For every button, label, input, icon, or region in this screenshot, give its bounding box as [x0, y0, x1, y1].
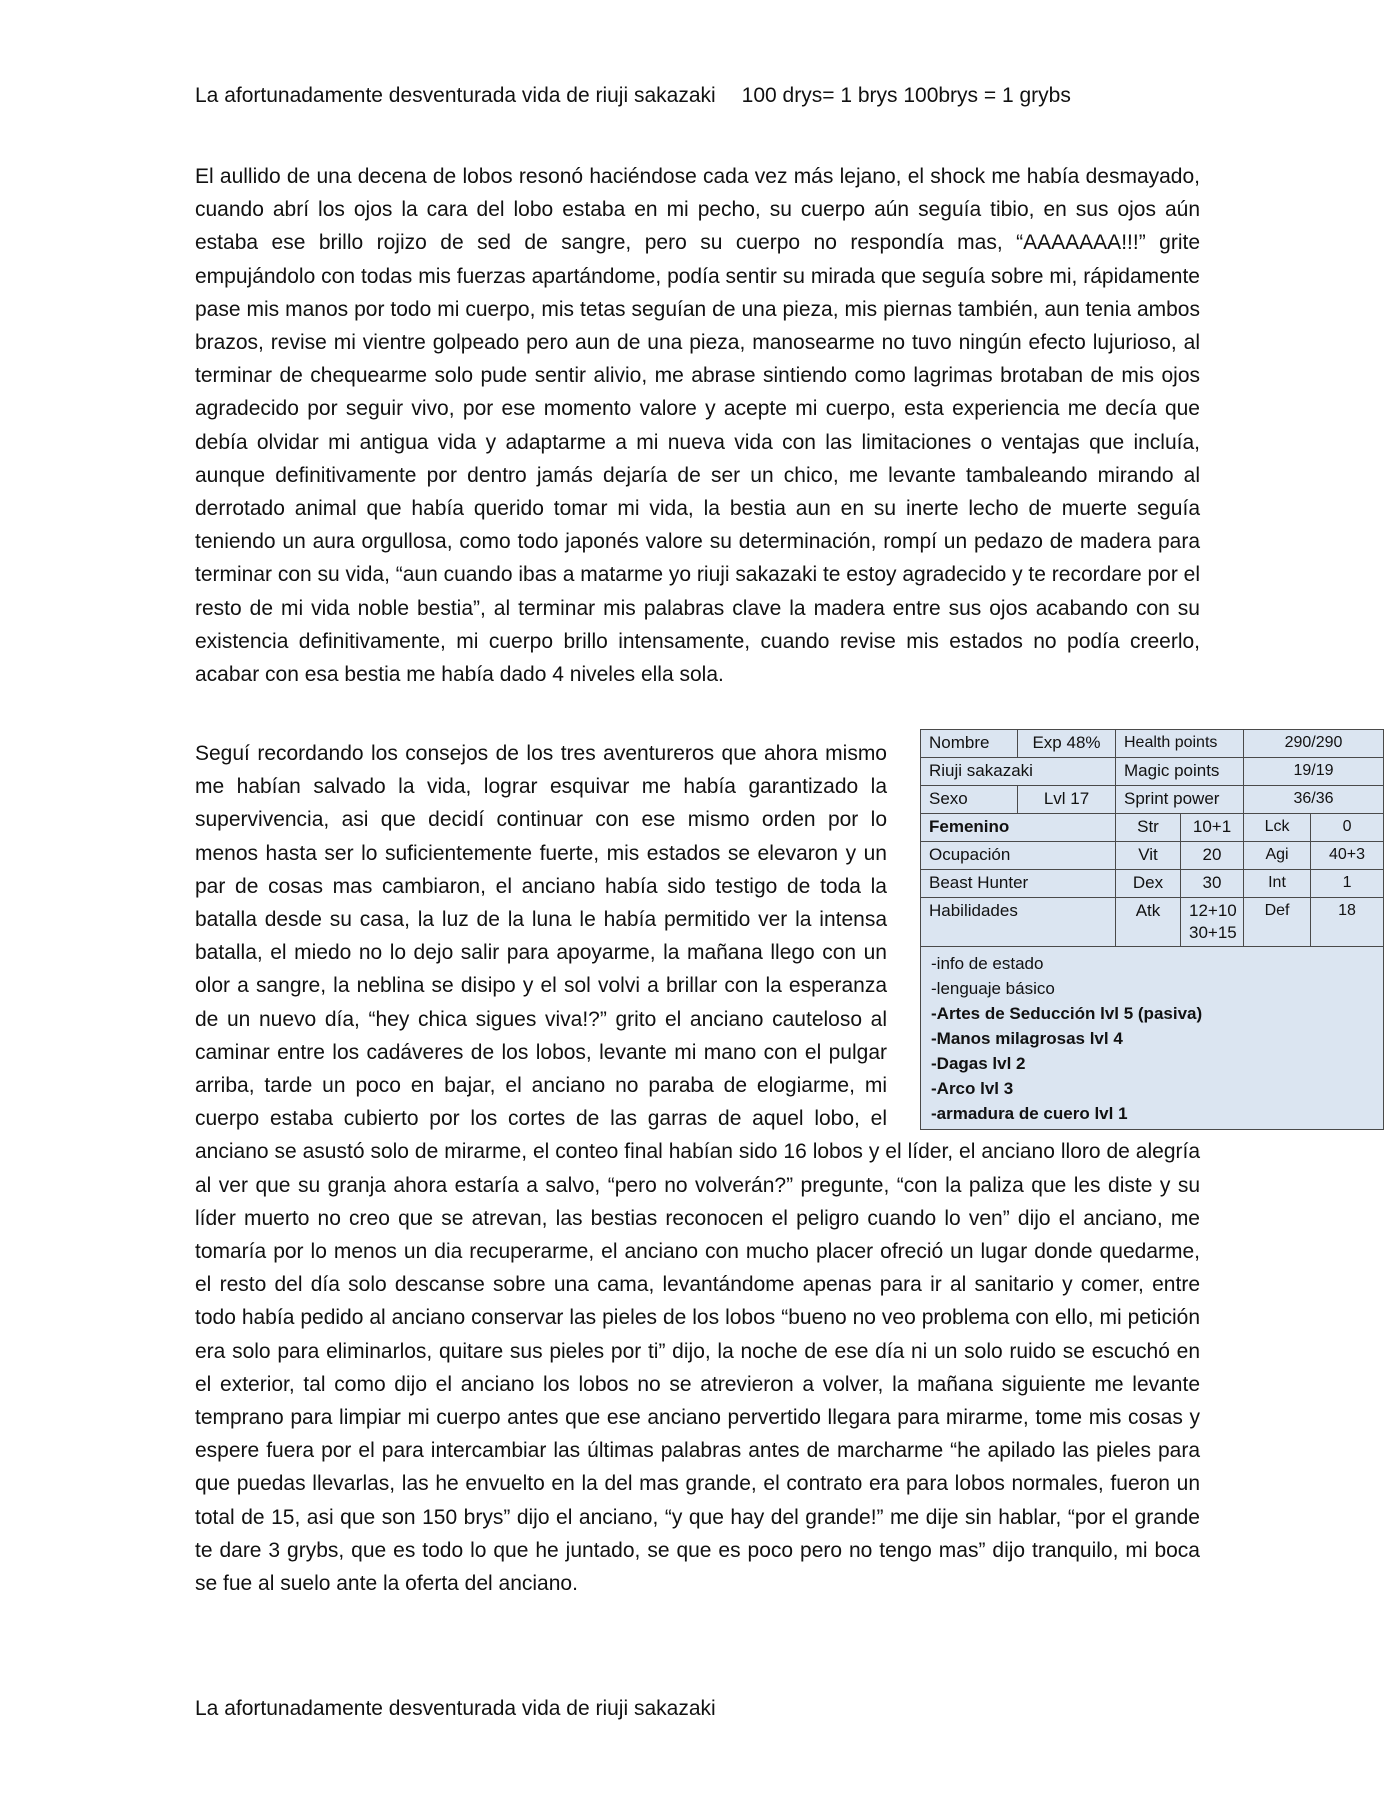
exp-value: Exp 48%	[1018, 730, 1116, 758]
document-title: La afortunadamente desventurada vida de riuji sakazaki	[195, 84, 716, 107]
footer-title: La afortunadamente desventurada vida de riuji sakazaki	[195, 1697, 716, 1720]
int-label: Int	[1244, 870, 1311, 898]
vit-label: Vit	[1116, 842, 1181, 870]
def-value: 18	[1311, 898, 1384, 947]
skill-item: -Manos milagrosas lvl 4	[931, 1029, 1123, 1048]
lck-value: 0	[1311, 814, 1384, 842]
skill-item: -info de estado	[931, 954, 1044, 973]
skill-item: -Artes de Seducción lvl 5 (pasiva)	[931, 1004, 1203, 1023]
status-row-skills	[921, 947, 1384, 1130]
str-label: Str	[1116, 814, 1181, 842]
page-header	[195, 80, 1215, 112]
character-name: Riuji sakazaki	[921, 758, 1116, 786]
status-row-7	[921, 898, 1384, 947]
agi-value: 40+3	[1311, 842, 1384, 870]
int-value: 1	[1311, 870, 1384, 898]
status-row-4	[921, 814, 1384, 842]
paragraph-2: Seguí recordando los consejos de los tres aventureros que ahora mismo me habían salvado la vida, lograr esquivar me había garantizado la supervivencia, asi que decidí continuar con ese mismo orden por lo menos hasta ser lo suficientemente fuerte, mis estados se elevaron y un par de cosas mas cambiaron, el anciano había sido testigo de toda la batalla desde su casa, la luz de la luna le había permitido ver la intensa batalla, el miedo no lo dejo salir para apoyarme, la mañana llego con un olor a sangre, la neblina se disipo y el sol volvi a brillar con la esperanza de un nuevo día, “hey chica sigues viva!?” grito el anciano cauteloso al caminar entre los cadáveres de los lobos, levante mi mano con el pulgar arriba, tarde un poco en bajar, el anciano no paraba de elogiarme, mi cuerpo estaba cubierto por los cortes de las garras de aquel lobo, el anciano se asustó solo de mirarme, el conteo final habían sido 16 lobos y el líder, el anciano lloro de alegría al ver que su granja ahora estaría a salvo, “pero no volverán?” pregunte, “con la paliza que les diste y su líder muerto no creo que se atrevan, las bestias reconocen el peligro cuando lo ven” dijo el anciano, me tomaría por lo menos un dia recuperarme, el anciano con mucho placer ofreció un lugar donde quedarme, el resto del día solo descanse sobre una cama, levantándome apenas para ir al sanitario y comer, entre todo había pedido al anciano conservar las pieles de los lobos “bueno no veo problema con ello, mi petición era solo para eliminarlos, quitare sus pieles por ti” dijo, la noche de ese día ni un solo ruido se escuchó en el exterior, tal como dijo el anciano los lobos no se atrevieron a volver, la mañana siguiente me levante temprano para limpiar mi cuerpo antes que ese anciano pervertido llegara para mirarme, tome mis cosas y espere fuera por el para intercambiar las últimas palabras antes de marcharme “he apilado las pieles para que puedas llevarlas, las he envuelto en la del mas grande, el contrato era para lobos normales, fueron un total de 15, asi que son 150 brys” dijo el anciano, “y que hay del grande!” me dije sin hablar, “por el grande te dare 3 grybs, que es todo lo que he juntado, se que es poco pero no tengo mas” dijo tranquilo, mi boca se fue al suelo ante la oferta del anciano.	[195, 742, 1200, 1596]
atk-value-1: 12+10	[1189, 901, 1237, 920]
sexo-label: Sexo	[921, 786, 1018, 814]
sexo-value: Femenino	[921, 814, 1116, 842]
skill-item: -Arco lvl 3	[931, 1079, 1014, 1098]
page-footer	[195, 1693, 716, 1725]
vit-value: 20	[1181, 842, 1244, 870]
dex-label: Dex	[1116, 870, 1181, 898]
mp-value: 19/19	[1244, 758, 1384, 786]
skill-item: -armadura de cuero lvl 1	[931, 1104, 1128, 1123]
sp-value: 36/36	[1244, 786, 1384, 814]
skill-item: -lenguaje básico	[931, 979, 1055, 998]
hp-label: Health points	[1116, 730, 1244, 758]
sp-label: Sprint power	[1116, 786, 1244, 814]
skills-list	[921, 947, 1384, 1130]
nombre-label: Nombre	[921, 730, 1018, 758]
mp-label: Magic points	[1116, 758, 1244, 786]
status-row-6	[921, 870, 1384, 898]
status-row-3	[921, 786, 1384, 814]
lck-label: Lck	[1244, 814, 1311, 842]
def-label: Def	[1244, 898, 1311, 947]
dex-value: 30	[1181, 870, 1244, 898]
currency-rate: 100 drys= 1 brys 100brys = 1 grybs	[741, 84, 1071, 107]
ocupacion-label: Ocupación	[921, 842, 1116, 870]
occupation-value: Beast Hunter	[921, 870, 1116, 898]
status-row-5	[921, 842, 1384, 870]
str-value: 10+1	[1181, 814, 1244, 842]
level-value: Lvl 17	[1018, 786, 1116, 814]
paragraph-1: El aullido de una decena de lobos resonó haciéndose cada vez más lejano, el shock me había desmayado, cuando abrí los ojos la cara del lobo estaba en mi pecho, su cuerpo aún seguía tibio, en sus ojos aún estaba ese brillo rojizo de sed de sangre, pero su cuerpo no respondía mas, “AAAAAAA!!!” grite empujándolo con todas mis fuerzas apartándome, podía sentir su mirada que seguía sobre mi, rápidamente pase mis manos por todo mi cuerpo, mis tetas seguían de una pieza, mis piernas también, aun tenia ambos brazos, revise mi vientre golpeado pero aun de una pieza, manosearme no tuvo ningún efecto lujurioso, al terminar de chequearme solo pude sentir alivio, me abrase sintiendo como lagrimas brotaban de mis ojos agradecido por seguir vivo, por ese momento valore y acepte mi cuerpo, esta experiencia me decía que debía olvidar mi antigua vida y adaptarme a mi nueva vida con las limitaciones o ventajas que incluía, aunque definitivamente por dentro jamás dejaría de ser un chico, me levante tambaleando mirando al derrotado animal que había querido tomar mi vida, la bestia aun en su inerte lecho de muerte seguía teniendo un aura orgullosa, como todo japonés valore su determinación, rompí un pedazo de madera para terminar con su vida, “aun cuando ibas a matarme yo riuji sakazaki te estoy agradecido y te recordare por el resto de mi vida noble bestia”, al terminar mis palabras clave la madera entre sus ojos acabando con su existencia definitivamente, mi cuerpo brillo intensamente, cuando revise mis estados no podía creerlo, acabar con esa bestia me había dado 4 niveles ella sola.	[195, 165, 1201, 687]
agi-label: Agi	[1244, 842, 1311, 870]
status-table	[920, 729, 1384, 1130]
atk-label: Atk	[1116, 898, 1181, 947]
status-row-2	[921, 758, 1384, 786]
status-row-1	[921, 730, 1384, 758]
atk-value-2: 30+15	[1189, 923, 1237, 942]
hp-value: 290/290	[1244, 730, 1384, 758]
atk-values	[1181, 898, 1244, 947]
skill-item: -Dagas lvl 2	[931, 1054, 1026, 1073]
habilidades-label: Habilidades	[921, 898, 1116, 947]
